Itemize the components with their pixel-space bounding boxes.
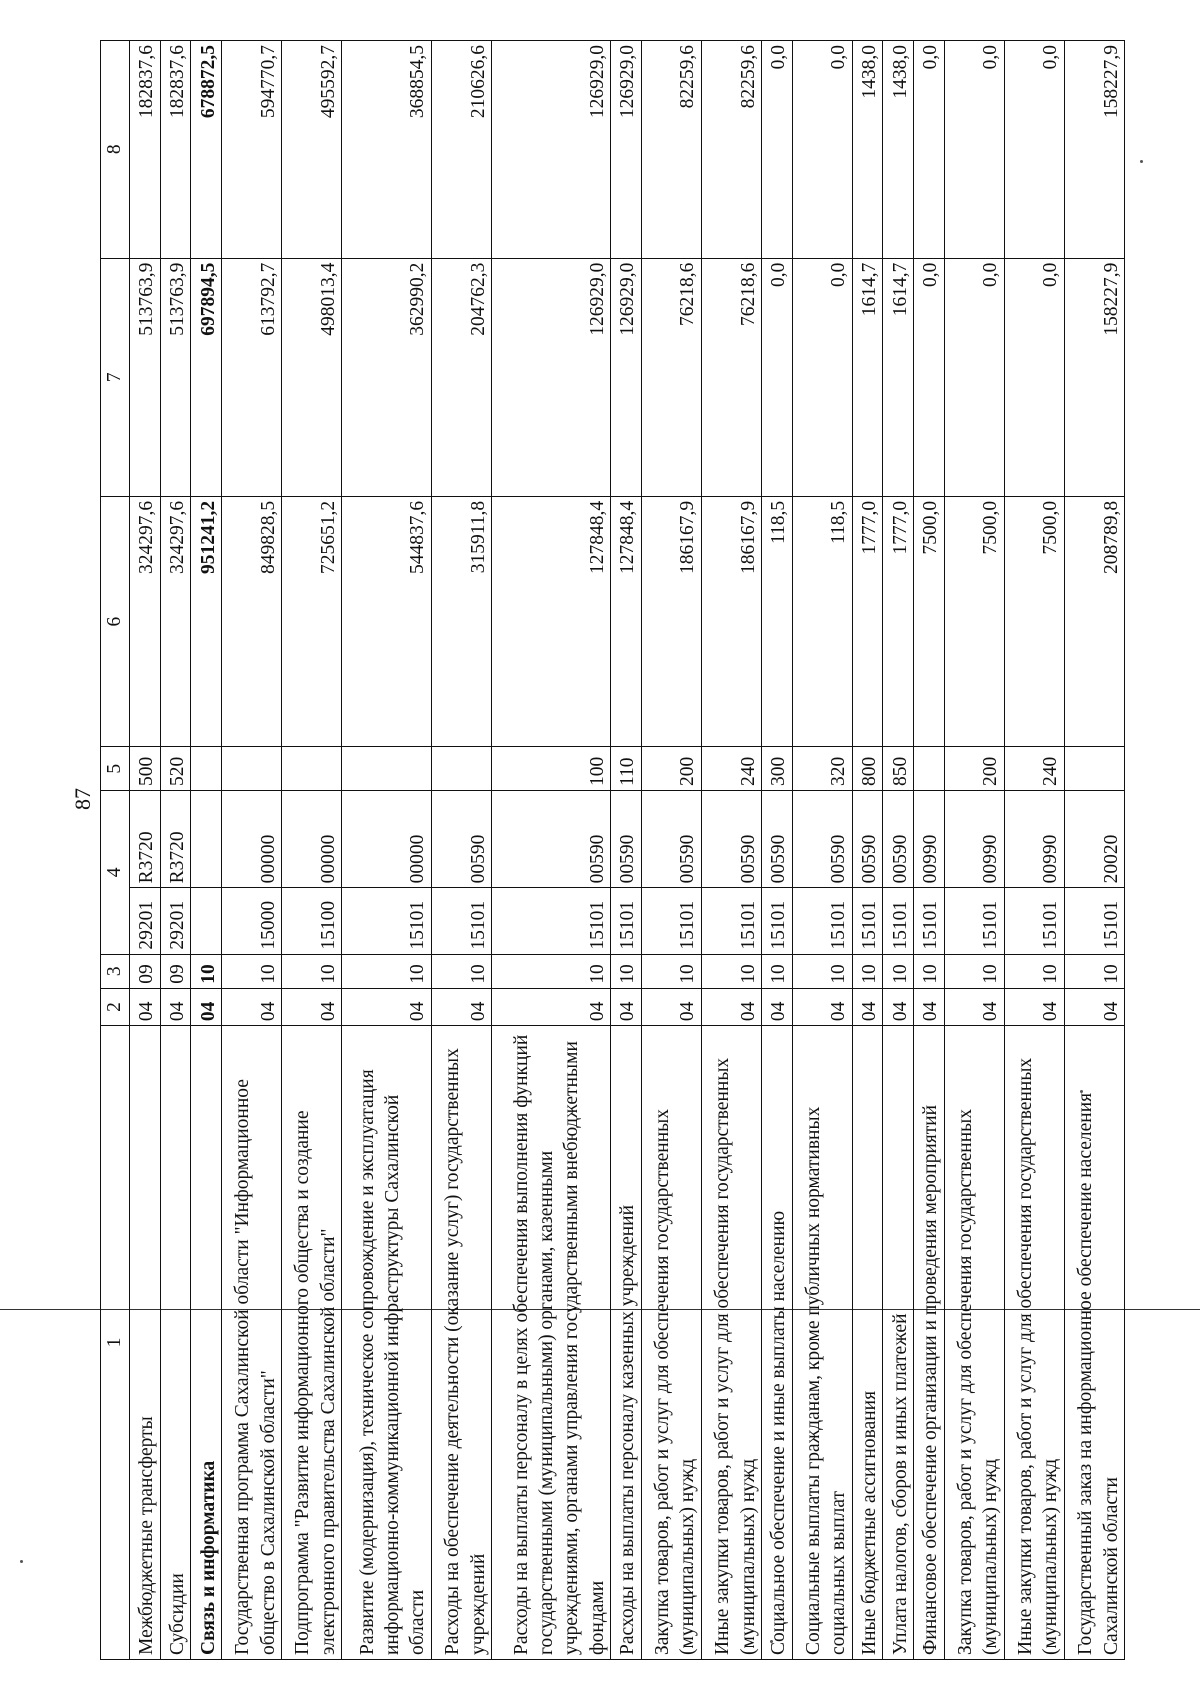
amount-col-7-cell: 0,0	[792, 258, 852, 496]
header-col-3: 3	[101, 954, 130, 988]
header-col-5: 5	[101, 747, 130, 791]
table-row	[1064, 41, 1124, 1660]
section-code-cell: 04	[913, 988, 944, 1025]
table-row	[431, 41, 491, 1660]
page-number: 87	[70, 788, 95, 810]
subsection-code-cell: 10	[701, 954, 761, 988]
section-code-cell: 04	[610, 988, 641, 1025]
table-row	[761, 41, 792, 1660]
amount-col-7-cell: 0,0	[944, 258, 1004, 496]
expense-type-code-cell: 800	[852, 747, 883, 791]
amount-col-6-cell: 186167,9	[701, 496, 761, 747]
amount-col-6-cell: 725651,2	[282, 496, 342, 747]
amount-col-7-cell: 126929,0	[610, 258, 641, 496]
target-article-code-cell: 29201	[160, 888, 191, 954]
amount-col-6-cell: 186167,9	[641, 496, 701, 747]
expense-type-code-cell: 240	[701, 747, 761, 791]
expense-type-code-cell: 240	[1004, 747, 1064, 791]
table-row	[641, 41, 701, 1660]
amount-col-6-cell: 7500,0	[944, 496, 1004, 747]
amount-col-6-cell: 324297,6	[160, 496, 191, 747]
expense-type-code-cell	[282, 747, 342, 791]
expense-type-code-cell: 200	[641, 747, 701, 791]
header-row	[101, 41, 130, 1660]
target-article-code-cell: 15101	[431, 888, 491, 954]
header-col-4: 4	[101, 790, 130, 954]
table-row	[852, 41, 883, 1660]
expense-type-code-cell	[191, 747, 222, 791]
table-row	[610, 41, 641, 1660]
section-code-cell: 04	[701, 988, 761, 1025]
subsection-code-cell: 10	[944, 954, 1004, 988]
expense-type-code-cell	[431, 747, 491, 791]
amount-col-8-cell: 182837,6	[160, 41, 191, 259]
amount-col-8-cell: 82259,6	[701, 41, 761, 259]
amount-col-8-cell: 594770,7	[221, 41, 281, 259]
amount-col-8-cell: 0,0	[761, 41, 792, 259]
row-name-cell: Закупка товаров, работ и услуг для обеспечения государственных (муниципальных) нужд	[944, 1026, 1004, 1660]
table-row	[282, 41, 342, 1660]
amount-col-6-cell: 7500,0	[913, 496, 944, 747]
amount-col-8-cell: 126929,0	[491, 41, 610, 259]
amount-col-6-cell: 208789,8	[1064, 496, 1124, 747]
target-article-suffix-cell: 00000	[342, 790, 432, 887]
amount-col-8-cell: 368854,5	[342, 41, 432, 259]
amount-col-8-cell: 82259,6	[641, 41, 701, 259]
section-code-cell: 04	[160, 988, 191, 1025]
subsection-code-cell: 10	[1004, 954, 1064, 988]
amount-col-6-cell: 849828,5	[221, 496, 281, 747]
target-article-code-cell: 15101	[641, 888, 701, 954]
row-name-cell: Подпрограмма "Развитие информационного общества и создание электронного правительства Сахалинской области"	[282, 1026, 342, 1660]
target-article-code-cell: 15101	[1004, 888, 1064, 954]
amount-col-8-cell: 210626,6	[431, 41, 491, 259]
row-name-cell: Государственная программа Сахалинской области "Информационное общество в Сахалинской области"	[221, 1026, 281, 1660]
amount-col-7-cell: 126929,0	[491, 258, 610, 496]
section-code-cell: 04	[944, 988, 1004, 1025]
section-code-cell: 04	[221, 988, 281, 1025]
target-article-suffix-cell: 00590	[641, 790, 701, 887]
target-article-suffix-cell: 00590	[852, 790, 883, 887]
amount-col-6-cell: 118,5	[761, 496, 792, 747]
expense-type-code-cell: 520	[160, 747, 191, 791]
expense-type-code-cell	[342, 747, 432, 791]
amount-col-6-cell: 1777,0	[852, 496, 883, 747]
table-row	[491, 41, 610, 1660]
subsection-code-cell: 10	[342, 954, 432, 988]
target-article-code-cell: 15101	[342, 888, 432, 954]
target-article-suffix-cell: 00000	[282, 790, 342, 887]
amount-col-7-cell: 513763,9	[160, 258, 191, 496]
subsection-code-cell: 10	[191, 954, 222, 988]
expense-type-code-cell: 100	[491, 747, 610, 791]
amount-col-7-cell: 498013,4	[282, 258, 342, 496]
target-article-code-cell	[191, 888, 222, 954]
expense-type-code-cell: 200	[944, 747, 1004, 791]
amount-col-6-cell: 315911,8	[431, 496, 491, 747]
subsection-code-cell: 10	[610, 954, 641, 988]
amount-col-7-cell: 0,0	[1004, 258, 1064, 496]
section-code-cell: 04	[641, 988, 701, 1025]
target-article-suffix-cell: 20020	[1064, 790, 1124, 887]
amount-col-8-cell: 1438,0	[883, 41, 914, 259]
table-row	[913, 41, 944, 1660]
table-row	[130, 41, 161, 1660]
expense-type-code-cell: 110	[610, 747, 641, 791]
amount-col-7-cell: 76218,6	[641, 258, 701, 496]
row-name-cell: Иные бюджетные ассигнования	[852, 1026, 883, 1660]
section-code-cell: 04	[883, 988, 914, 1025]
scan-speck	[20, 1560, 23, 1563]
target-article-code-cell: 29201	[130, 888, 161, 954]
subsection-code-cell: 10	[792, 954, 852, 988]
section-code-cell: 04	[282, 988, 342, 1025]
target-article-code-cell: 15101	[883, 888, 914, 954]
target-article-code-cell: 15101	[792, 888, 852, 954]
target-article-code-cell: 15101	[701, 888, 761, 954]
subsection-code-cell: 10	[221, 954, 281, 988]
amount-col-8-cell: 0,0	[792, 41, 852, 259]
amount-col-7-cell: 1614,7	[852, 258, 883, 496]
section-code-cell: 04	[431, 988, 491, 1025]
amount-col-7-cell: 613792,7	[221, 258, 281, 496]
row-name-cell: Связь и информатика	[191, 1026, 222, 1660]
amount-col-8-cell: 0,0	[1004, 41, 1064, 259]
subsection-code-cell: 10	[883, 954, 914, 988]
header-col-1: 1	[101, 1026, 130, 1660]
amount-col-8-cell: 0,0	[944, 41, 1004, 259]
row-name-cell: Иные закупки товаров, работ и услуг для обеспечения государственных (муниципальных) нужд	[701, 1026, 761, 1660]
target-article-code-cell: 15101	[913, 888, 944, 954]
amount-col-6-cell: 1777,0	[883, 496, 914, 747]
subsection-code-cell: 10	[282, 954, 342, 988]
target-article-code-cell: 15101	[1064, 888, 1124, 954]
amount-col-8-cell: 126929,0	[610, 41, 641, 259]
amount-col-8-cell: 0,0	[913, 41, 944, 259]
table-row	[701, 41, 761, 1660]
target-article-suffix-cell	[191, 790, 222, 887]
target-article-suffix-cell: 00590	[491, 790, 610, 887]
target-article-suffix-cell: 00990	[913, 790, 944, 887]
amount-col-6-cell: 951241,2	[191, 496, 222, 747]
subsection-code-cell: 09	[130, 954, 161, 988]
row-name-cell: Субсидии	[160, 1026, 191, 1660]
table-row	[342, 41, 432, 1660]
amount-col-6-cell: 118,5	[792, 496, 852, 747]
row-name-cell: Социальные выплаты гражданам, кроме публичных нормативных социальных выплат	[792, 1026, 852, 1660]
target-article-suffix-cell: 00590	[761, 790, 792, 887]
target-article-suffix-cell: 00990	[944, 790, 1004, 887]
amount-col-7-cell: 513763,9	[130, 258, 161, 496]
amount-col-6-cell: 544837,6	[342, 496, 432, 747]
table-row	[1004, 41, 1064, 1660]
amount-col-7-cell: 697894,5	[191, 258, 222, 496]
table-row	[944, 41, 1004, 1660]
table-row	[191, 41, 222, 1660]
section-code-cell: 04	[130, 988, 161, 1025]
target-article-suffix-cell: 00590	[792, 790, 852, 887]
row-name-cell: Уплата налогов, сборов и иных платежей	[883, 1026, 914, 1660]
subsection-code-cell: 10	[761, 954, 792, 988]
subsection-code-cell: 10	[491, 954, 610, 988]
subsection-code-cell: 10	[431, 954, 491, 988]
header-col-6: 6	[101, 496, 130, 747]
section-code-cell: 04	[1004, 988, 1064, 1025]
section-code-cell: 04	[342, 988, 432, 1025]
scan-speck	[1140, 160, 1143, 163]
row-name-cell: Расходы на выплаты персоналу в целях обеспечения выполнения функций государственными (муниципальными) органами, казенными учреждениями, органами управления государственными внебюджетными фондами	[491, 1026, 610, 1660]
row-name-cell: Государственный заказ на информационное обеспечение населения Сахалинской области	[1064, 1026, 1124, 1660]
table-row	[160, 41, 191, 1660]
target-article-code-cell: 15100	[282, 888, 342, 954]
expense-type-code-cell: 500	[130, 747, 161, 791]
amount-col-7-cell: 0,0	[761, 258, 792, 496]
amount-col-7-cell: 76218,6	[701, 258, 761, 496]
section-code-cell: 04	[792, 988, 852, 1025]
section-code-cell: 04	[852, 988, 883, 1025]
expense-type-code-cell: 320	[792, 747, 852, 791]
table-row	[883, 41, 914, 1660]
row-name-cell: Закупка товаров, работ и услуг для обеспечения государственных (муниципальных) нужд	[641, 1026, 701, 1660]
row-name-cell: Финансовое обеспечение организации и проведения мероприятий	[913, 1026, 944, 1660]
amount-col-6-cell: 324297,6	[130, 496, 161, 747]
row-name-cell: Расходы на выплаты персоналу казенных учреждений	[610, 1026, 641, 1660]
header-col-2: 2	[101, 988, 130, 1025]
target-article-code-cell: 15101	[491, 888, 610, 954]
amount-col-7-cell: 0,0	[913, 258, 944, 496]
subsection-code-cell: 10	[641, 954, 701, 988]
target-article-code-cell: 15101	[852, 888, 883, 954]
expense-type-code-cell	[221, 747, 281, 791]
expense-type-code-cell: 850	[883, 747, 914, 791]
target-article-suffix-cell: 00590	[701, 790, 761, 887]
budget-table	[100, 40, 1125, 1660]
table-row	[792, 41, 852, 1660]
amount-col-6-cell: 127848,4	[491, 496, 610, 747]
expense-type-code-cell	[1064, 747, 1124, 791]
amount-col-6-cell: 127848,4	[610, 496, 641, 747]
amount-col-7-cell: 158227,9	[1064, 258, 1124, 496]
target-article-suffix-cell: 00990	[1004, 790, 1064, 887]
amount-col-8-cell: 678872,5	[191, 41, 222, 259]
rotated-page-content	[100, 40, 1125, 1660]
amount-col-7-cell: 362990,2	[342, 258, 432, 496]
section-code-cell: 04	[761, 988, 792, 1025]
row-name-cell: Расходы на обеспечение деятельности (оказание услуг) государственных учреждений	[431, 1026, 491, 1660]
row-name-cell: Социальное обеспечение и иные выплаты населению	[761, 1026, 792, 1660]
target-article-code-cell: 15101	[761, 888, 792, 954]
header-col-7: 7	[101, 258, 130, 496]
expense-type-code-cell: 300	[761, 747, 792, 791]
amount-col-7-cell: 1614,7	[883, 258, 914, 496]
target-article-suffix-cell: 00590	[610, 790, 641, 887]
amount-col-8-cell: 1438,0	[852, 41, 883, 259]
row-name-cell: Межбюджетные трансферты	[130, 1026, 161, 1660]
target-article-code-cell: 15101	[944, 888, 1004, 954]
target-article-suffix-cell: 00590	[431, 790, 491, 887]
subsection-code-cell: 09	[160, 954, 191, 988]
section-code-cell: 04	[191, 988, 222, 1025]
row-name-cell: Развитие (модернизация), техническое сопровождение и эксплуатация информационно-коммуникационной инфраструктуры Сахалинской области	[342, 1026, 432, 1660]
amount-col-8-cell: 158227,9	[1064, 41, 1124, 259]
target-article-code-cell: 15101	[610, 888, 641, 954]
amount-col-8-cell: 495592,7	[282, 41, 342, 259]
target-article-suffix-cell: 00000	[221, 790, 281, 887]
expense-type-code-cell	[913, 747, 944, 791]
subsection-code-cell: 10	[1064, 954, 1124, 988]
subsection-code-cell: 10	[913, 954, 944, 988]
amount-col-8-cell: 182837,6	[130, 41, 161, 259]
header-col-8: 8	[101, 41, 130, 259]
amount-col-7-cell: 204762,3	[431, 258, 491, 496]
section-code-cell: 04	[1064, 988, 1124, 1025]
table-row	[221, 41, 281, 1660]
amount-col-6-cell: 7500,0	[1004, 496, 1064, 747]
target-article-suffix-cell: R3720	[160, 790, 191, 887]
target-article-suffix-cell: R3720	[130, 790, 161, 887]
subsection-code-cell: 10	[852, 954, 883, 988]
target-article-suffix-cell: 00590	[883, 790, 914, 887]
row-name-cell: Иные закупки товаров, работ и услуг для обеспечения государственных (муниципальных) нужд	[1004, 1026, 1064, 1660]
target-article-code-cell: 15000	[221, 888, 281, 954]
section-code-cell: 04	[491, 988, 610, 1025]
